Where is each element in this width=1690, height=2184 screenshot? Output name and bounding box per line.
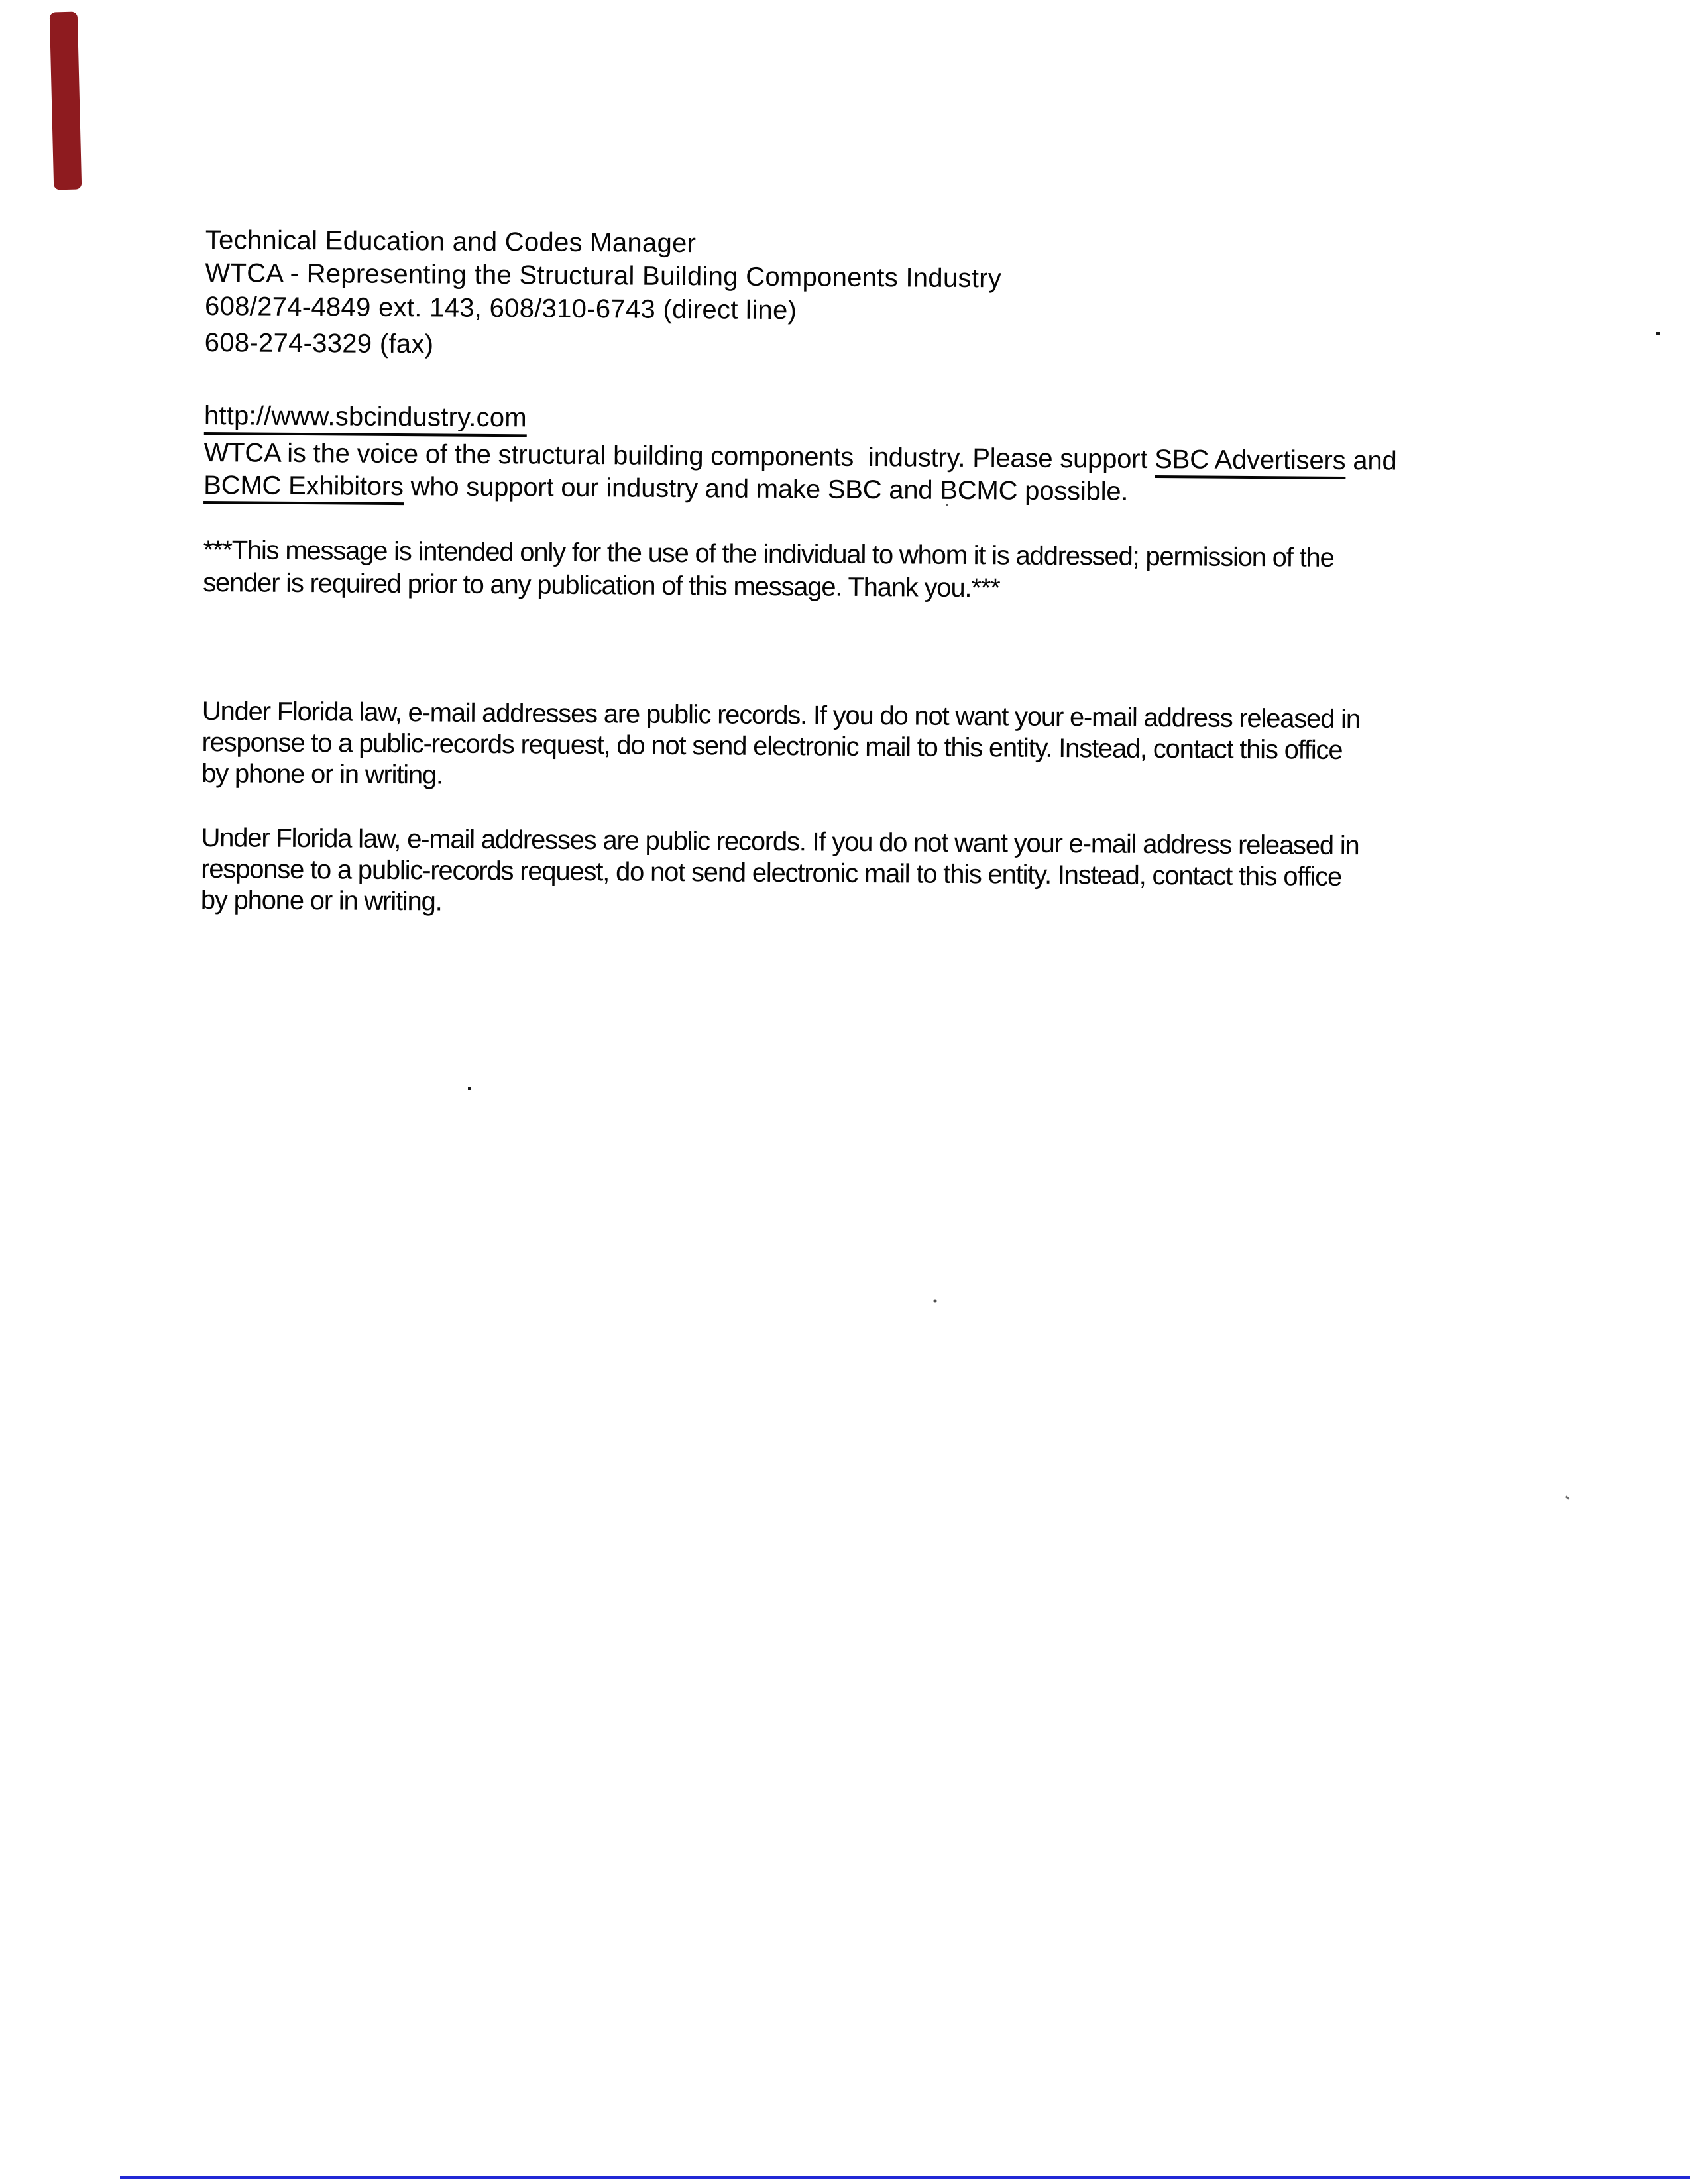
signature-fax-line: 608-274-3329 (fax) bbox=[204, 327, 434, 359]
florida-notice-2-line-2: response to a public-records request, do not send electronic mail to this entity. Instead, contact this office bbox=[201, 854, 1342, 891]
website-link-row bbox=[204, 401, 527, 433]
scan-speck bbox=[468, 1087, 471, 1090]
signature-phone-line: 608/274-4849 ext. 143, 608/310-6743 (direct line) bbox=[204, 291, 797, 325]
blue-pen-scan-line bbox=[120, 2176, 1690, 2179]
industry-support-text: and bbox=[1345, 446, 1397, 476]
red-pen-scan-mark bbox=[50, 12, 82, 190]
florida-public-records-notice-1 bbox=[201, 696, 1360, 797]
scan-speck bbox=[1656, 332, 1660, 335]
industry-support-paragraph bbox=[203, 437, 1397, 510]
confidentiality-notice bbox=[203, 534, 1334, 607]
industry-support-text: WTCA is the voice of the structural building components industry. Please support bbox=[203, 437, 1155, 475]
email-signature-block bbox=[205, 223, 1002, 365]
florida-notice-2-line-1: Under Florida law, e-mail addresses are public records. If you do not want your e-mail address released in bbox=[201, 823, 1359, 861]
industry-support-text: who support our industry and make SBC and BCMC possible. bbox=[403, 472, 1129, 506]
florida-notice-2-line-3: by phone or in writing. bbox=[200, 885, 442, 917]
document-text-body bbox=[200, 223, 1531, 917]
florida-notice-1-line-3: by phone or in writing. bbox=[201, 758, 443, 790]
scan-speck bbox=[1565, 1495, 1570, 1499]
confidentiality-notice-line-2: sender is required prior to any publication of this message. Thank you.*** bbox=[203, 567, 1000, 603]
signature-organization: WTCA - Representing the Structural Building Components Industry bbox=[205, 258, 1002, 294]
sbc-advertisers-link[interactable]: SBC Advertisers bbox=[1155, 445, 1346, 479]
florida-notice-1-line-2: response to a public-records request, do not send electronic mail to this entity. Instead, contact this office bbox=[201, 727, 1343, 765]
bcmc-exhibitors-link[interactable]: BCMC Exhibitors bbox=[203, 471, 404, 505]
florida-notice-1-line-1: Under Florida law, e-mail addresses are public records. If you do not want your e-mail address released in bbox=[201, 696, 1361, 734]
scan-speck bbox=[933, 1299, 937, 1303]
confidentiality-notice-line-1: ***This message is intended only for the use of the individual to whom it is addressed; permission of the bbox=[203, 535, 1334, 573]
website-link[interactable]: http://www.sbcindustry.com bbox=[204, 401, 527, 437]
signature-job-title: Technical Education and Codes Manager bbox=[205, 225, 697, 259]
florida-public-records-notice-2 bbox=[201, 823, 1359, 924]
